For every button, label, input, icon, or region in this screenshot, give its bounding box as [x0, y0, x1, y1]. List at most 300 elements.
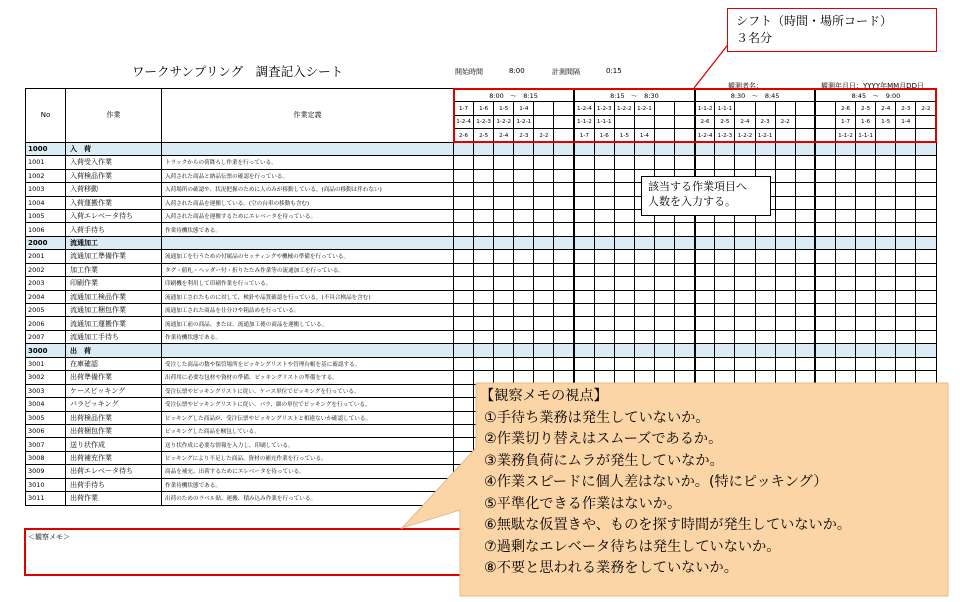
headcount-input-cell[interactable]: [614, 357, 634, 370]
headcount-input-cell[interactable]: [795, 209, 815, 222]
headcount-input-cell[interactable]: [554, 263, 574, 276]
headcount-input-cell[interactable]: [494, 304, 514, 317]
headcount-input-cell[interactable]: [795, 330, 815, 343]
headcount-input-cell[interactable]: [614, 317, 634, 330]
headcount-input-cell[interactable]: [654, 263, 674, 276]
headcount-input-cell[interactable]: [775, 290, 795, 303]
headcount-input-cell[interactable]: [815, 290, 835, 303]
headcount-input-cell[interactable]: [454, 183, 474, 196]
headcount-input-cell[interactable]: [735, 263, 755, 276]
headcount-input-cell[interactable]: [594, 290, 614, 303]
headcount-input-cell[interactable]: [896, 290, 916, 303]
headcount-input-cell[interactable]: [856, 196, 876, 209]
headcount-input-cell[interactable]: [856, 277, 876, 290]
headcount-input-cell[interactable]: [594, 277, 614, 290]
headcount-input-cell[interactable]: [594, 209, 614, 222]
headcount-input-cell[interactable]: [876, 169, 896, 182]
headcount-input-cell[interactable]: [835, 223, 855, 236]
headcount-input-cell[interactable]: [795, 290, 815, 303]
headcount-input-cell[interactable]: [775, 250, 795, 263]
headcount-input-cell[interactable]: [916, 357, 936, 370]
headcount-input-cell[interactable]: [534, 156, 554, 169]
headcount-input-cell[interactable]: [835, 317, 855, 330]
headcount-input-cell[interactable]: [735, 223, 755, 236]
headcount-input-cell[interactable]: [735, 250, 755, 263]
headcount-input-cell[interactable]: [735, 304, 755, 317]
headcount-input-cell[interactable]: [835, 357, 855, 370]
headcount-input-cell[interactable]: [474, 156, 494, 169]
headcount-input-cell[interactable]: [494, 169, 514, 182]
headcount-input-cell[interactable]: [876, 223, 896, 236]
headcount-input-cell[interactable]: [614, 277, 634, 290]
headcount-input-cell[interactable]: [474, 196, 494, 209]
headcount-input-cell[interactable]: [614, 183, 634, 196]
headcount-input-cell[interactable]: [815, 317, 835, 330]
headcount-input-cell[interactable]: [514, 357, 534, 370]
headcount-input-cell[interactable]: [534, 357, 554, 370]
headcount-input-cell[interactable]: [835, 263, 855, 276]
headcount-input-cell[interactable]: [594, 156, 614, 169]
headcount-input-cell[interactable]: [534, 209, 554, 222]
headcount-input-cell[interactable]: [835, 304, 855, 317]
headcount-input-cell[interactable]: [634, 263, 654, 276]
headcount-input-cell[interactable]: [534, 183, 554, 196]
headcount-input-cell[interactable]: [514, 183, 534, 196]
headcount-input-cell[interactable]: [574, 250, 594, 263]
headcount-input-cell[interactable]: [454, 277, 474, 290]
headcount-input-cell[interactable]: [574, 317, 594, 330]
headcount-input-cell[interactable]: [795, 223, 815, 236]
headcount-input-cell[interactable]: [775, 304, 795, 317]
headcount-input-cell[interactable]: [554, 196, 574, 209]
headcount-input-cell[interactable]: [494, 209, 514, 222]
headcount-input-cell[interactable]: [614, 209, 634, 222]
headcount-input-cell[interactable]: [654, 304, 674, 317]
headcount-input-cell[interactable]: [896, 250, 916, 263]
headcount-input-cell[interactable]: [896, 330, 916, 343]
headcount-input-cell[interactable]: [554, 209, 574, 222]
headcount-input-cell[interactable]: [876, 330, 896, 343]
headcount-input-cell[interactable]: [574, 169, 594, 182]
headcount-input-cell[interactable]: [856, 304, 876, 317]
headcount-input-cell[interactable]: [916, 304, 936, 317]
headcount-input-cell[interactable]: [755, 250, 775, 263]
headcount-input-cell[interactable]: [775, 209, 795, 222]
headcount-input-cell[interactable]: [856, 209, 876, 222]
headcount-input-cell[interactable]: [715, 317, 735, 330]
headcount-input-cell[interactable]: [474, 330, 494, 343]
headcount-input-cell[interactable]: [896, 169, 916, 182]
headcount-input-cell[interactable]: [634, 156, 654, 169]
headcount-input-cell[interactable]: [594, 317, 614, 330]
headcount-input-cell[interactable]: [494, 223, 514, 236]
headcount-input-cell[interactable]: [554, 277, 574, 290]
headcount-input-cell[interactable]: [675, 304, 695, 317]
headcount-input-cell[interactable]: [594, 183, 614, 196]
headcount-input-cell[interactable]: [815, 357, 835, 370]
headcount-input-cell[interactable]: [614, 290, 634, 303]
headcount-input-cell[interactable]: [856, 223, 876, 236]
headcount-input-cell[interactable]: [614, 263, 634, 276]
headcount-input-cell[interactable]: [916, 250, 936, 263]
headcount-input-cell[interactable]: [494, 196, 514, 209]
headcount-input-cell[interactable]: [554, 250, 574, 263]
headcount-input-cell[interactable]: [634, 277, 654, 290]
headcount-input-cell[interactable]: [795, 196, 815, 209]
headcount-input-cell[interactable]: [554, 304, 574, 317]
headcount-input-cell[interactable]: [474, 209, 494, 222]
headcount-input-cell[interactable]: [876, 263, 896, 276]
headcount-input-cell[interactable]: [815, 304, 835, 317]
headcount-input-cell[interactable]: [916, 169, 936, 182]
headcount-input-cell[interactable]: [454, 156, 474, 169]
headcount-input-cell[interactable]: [695, 290, 715, 303]
headcount-input-cell[interactable]: [574, 223, 594, 236]
headcount-input-cell[interactable]: [835, 209, 855, 222]
headcount-input-cell[interactable]: [514, 263, 534, 276]
headcount-input-cell[interactable]: [494, 357, 514, 370]
headcount-input-cell[interactable]: [795, 357, 815, 370]
headcount-input-cell[interactable]: [715, 357, 735, 370]
headcount-input-cell[interactable]: [755, 330, 775, 343]
headcount-input-cell[interactable]: [514, 250, 534, 263]
headcount-input-cell[interactable]: [795, 304, 815, 317]
headcount-input-cell[interactable]: [494, 263, 514, 276]
headcount-input-cell[interactable]: [896, 196, 916, 209]
headcount-input-cell[interactable]: [795, 250, 815, 263]
headcount-input-cell[interactable]: [735, 277, 755, 290]
headcount-input-cell[interactable]: [654, 277, 674, 290]
headcount-input-cell[interactable]: [856, 330, 876, 343]
headcount-input-cell[interactable]: [454, 263, 474, 276]
headcount-input-cell[interactable]: [896, 317, 916, 330]
headcount-input-cell[interactable]: [775, 183, 795, 196]
headcount-input-cell[interactable]: [775, 330, 795, 343]
headcount-input-cell[interactable]: [876, 183, 896, 196]
headcount-input-cell[interactable]: [574, 183, 594, 196]
headcount-input-cell[interactable]: [815, 277, 835, 290]
headcount-input-cell[interactable]: [474, 183, 494, 196]
headcount-input-cell[interactable]: [876, 357, 896, 370]
headcount-input-cell[interactable]: [474, 317, 494, 330]
headcount-input-cell[interactable]: [835, 156, 855, 169]
headcount-input-cell[interactable]: [695, 223, 715, 236]
headcount-input-cell[interactable]: [534, 277, 554, 290]
headcount-input-cell[interactable]: [594, 304, 614, 317]
headcount-input-cell[interactable]: [856, 169, 876, 182]
headcount-input-cell[interactable]: [876, 317, 896, 330]
headcount-input-cell[interactable]: [695, 357, 715, 370]
headcount-input-cell[interactable]: [554, 317, 574, 330]
headcount-input-cell[interactable]: [574, 290, 594, 303]
headcount-input-cell[interactable]: [454, 304, 474, 317]
headcount-input-cell[interactable]: [695, 317, 715, 330]
headcount-input-cell[interactable]: [675, 277, 695, 290]
headcount-input-cell[interactable]: [916, 290, 936, 303]
headcount-input-cell[interactable]: [735, 330, 755, 343]
headcount-input-cell[interactable]: [454, 357, 474, 370]
headcount-input-cell[interactable]: [835, 183, 855, 196]
headcount-input-cell[interactable]: [494, 250, 514, 263]
headcount-input-cell[interactable]: [815, 250, 835, 263]
headcount-input-cell[interactable]: [574, 263, 594, 276]
headcount-input-cell[interactable]: [634, 357, 654, 370]
headcount-input-cell[interactable]: [675, 357, 695, 370]
headcount-input-cell[interactable]: [896, 263, 916, 276]
headcount-input-cell[interactable]: [856, 156, 876, 169]
headcount-input-cell[interactable]: [755, 290, 775, 303]
headcount-input-cell[interactable]: [494, 317, 514, 330]
headcount-input-cell[interactable]: [474, 223, 494, 236]
headcount-input-cell[interactable]: [614, 304, 634, 317]
headcount-input-cell[interactable]: [835, 250, 855, 263]
headcount-input-cell[interactable]: [916, 223, 936, 236]
headcount-input-cell[interactable]: [916, 183, 936, 196]
headcount-input-cell[interactable]: [835, 196, 855, 209]
headcount-input-cell[interactable]: [876, 209, 896, 222]
headcount-input-cell[interactable]: [494, 156, 514, 169]
headcount-input-cell[interactable]: [675, 330, 695, 343]
headcount-input-cell[interactable]: [896, 357, 916, 370]
headcount-input-cell[interactable]: [675, 317, 695, 330]
headcount-input-cell[interactable]: [916, 317, 936, 330]
headcount-input-cell[interactable]: [654, 317, 674, 330]
headcount-input-cell[interactable]: [775, 357, 795, 370]
headcount-input-cell[interactable]: [695, 250, 715, 263]
headcount-input-cell[interactable]: [514, 330, 534, 343]
headcount-input-cell[interactable]: [654, 223, 674, 236]
headcount-input-cell[interactable]: [775, 263, 795, 276]
headcount-input-cell[interactable]: [916, 277, 936, 290]
headcount-input-cell[interactable]: [876, 304, 896, 317]
headcount-input-cell[interactable]: [654, 290, 674, 303]
headcount-input-cell[interactable]: [454, 223, 474, 236]
headcount-input-cell[interactable]: [876, 277, 896, 290]
headcount-input-cell[interactable]: [534, 317, 554, 330]
headcount-input-cell[interactable]: [856, 357, 876, 370]
headcount-input-cell[interactable]: [634, 223, 654, 236]
headcount-input-cell[interactable]: [856, 290, 876, 303]
headcount-input-cell[interactable]: [454, 196, 474, 209]
headcount-input-cell[interactable]: [815, 263, 835, 276]
headcount-input-cell[interactable]: [494, 330, 514, 343]
headcount-input-cell[interactable]: [755, 357, 775, 370]
headcount-input-cell[interactable]: [715, 304, 735, 317]
headcount-input-cell[interactable]: [815, 169, 835, 182]
headcount-input-cell[interactable]: [775, 156, 795, 169]
headcount-input-cell[interactable]: [454, 250, 474, 263]
headcount-input-cell[interactable]: [634, 290, 654, 303]
headcount-input-cell[interactable]: [514, 196, 534, 209]
headcount-input-cell[interactable]: [856, 250, 876, 263]
headcount-input-cell[interactable]: [795, 169, 815, 182]
headcount-input-cell[interactable]: [795, 317, 815, 330]
headcount-input-cell[interactable]: [695, 330, 715, 343]
headcount-input-cell[interactable]: [896, 304, 916, 317]
headcount-input-cell[interactable]: [916, 263, 936, 276]
headcount-input-cell[interactable]: [876, 196, 896, 209]
headcount-input-cell[interactable]: [755, 156, 775, 169]
headcount-input-cell[interactable]: [514, 209, 534, 222]
headcount-input-cell[interactable]: [735, 357, 755, 370]
headcount-input-cell[interactable]: [514, 317, 534, 330]
headcount-input-cell[interactable]: [454, 330, 474, 343]
headcount-input-cell[interactable]: [695, 304, 715, 317]
headcount-input-cell[interactable]: [614, 330, 634, 343]
headcount-input-cell[interactable]: [574, 209, 594, 222]
headcount-input-cell[interactable]: [876, 290, 896, 303]
headcount-input-cell[interactable]: [474, 250, 494, 263]
headcount-input-cell[interactable]: [835, 290, 855, 303]
headcount-input-cell[interactable]: [614, 250, 634, 263]
headcount-input-cell[interactable]: [675, 250, 695, 263]
headcount-input-cell[interactable]: [654, 250, 674, 263]
headcount-input-cell[interactable]: [574, 156, 594, 169]
headcount-input-cell[interactable]: [534, 169, 554, 182]
headcount-input-cell[interactable]: [835, 277, 855, 290]
headcount-input-cell[interactable]: [554, 357, 574, 370]
headcount-input-cell[interactable]: [835, 169, 855, 182]
headcount-input-cell[interactable]: [474, 304, 494, 317]
headcount-input-cell[interactable]: [675, 223, 695, 236]
headcount-input-cell[interactable]: [454, 209, 474, 222]
headcount-input-cell[interactable]: [695, 156, 715, 169]
headcount-input-cell[interactable]: [815, 223, 835, 236]
headcount-input-cell[interactable]: [735, 290, 755, 303]
headcount-input-cell[interactable]: [715, 290, 735, 303]
headcount-input-cell[interactable]: [896, 277, 916, 290]
headcount-input-cell[interactable]: [514, 290, 534, 303]
headcount-input-cell[interactable]: [574, 277, 594, 290]
headcount-input-cell[interactable]: [795, 183, 815, 196]
headcount-input-cell[interactable]: [474, 263, 494, 276]
headcount-input-cell[interactable]: [634, 304, 654, 317]
headcount-input-cell[interactable]: [675, 156, 695, 169]
headcount-input-cell[interactable]: [574, 330, 594, 343]
headcount-input-cell[interactable]: [876, 250, 896, 263]
headcount-input-cell[interactable]: [675, 263, 695, 276]
headcount-input-cell[interactable]: [594, 357, 614, 370]
headcount-input-cell[interactable]: [474, 277, 494, 290]
headcount-input-cell[interactable]: [534, 290, 554, 303]
headcount-input-cell[interactable]: [735, 156, 755, 169]
headcount-input-cell[interactable]: [594, 196, 614, 209]
headcount-input-cell[interactable]: [554, 169, 574, 182]
headcount-input-cell[interactable]: [755, 317, 775, 330]
headcount-input-cell[interactable]: [574, 357, 594, 370]
headcount-input-cell[interactable]: [896, 156, 916, 169]
headcount-input-cell[interactable]: [715, 263, 735, 276]
headcount-input-cell[interactable]: [614, 196, 634, 209]
headcount-input-cell[interactable]: [534, 330, 554, 343]
headcount-input-cell[interactable]: [856, 317, 876, 330]
headcount-input-cell[interactable]: [755, 263, 775, 276]
headcount-input-cell[interactable]: [715, 250, 735, 263]
headcount-input-cell[interactable]: [654, 330, 674, 343]
headcount-input-cell[interactable]: [695, 263, 715, 276]
headcount-input-cell[interactable]: [574, 196, 594, 209]
headcount-input-cell[interactable]: [494, 277, 514, 290]
headcount-input-cell[interactable]: [554, 290, 574, 303]
headcount-input-cell[interactable]: [896, 183, 916, 196]
headcount-input-cell[interactable]: [454, 317, 474, 330]
headcount-input-cell[interactable]: [494, 290, 514, 303]
headcount-input-cell[interactable]: [815, 183, 835, 196]
headcount-input-cell[interactable]: [514, 277, 534, 290]
headcount-input-cell[interactable]: [514, 156, 534, 169]
headcount-input-cell[interactable]: [594, 330, 614, 343]
headcount-input-cell[interactable]: [634, 330, 654, 343]
headcount-input-cell[interactable]: [715, 277, 735, 290]
headcount-input-cell[interactable]: [775, 223, 795, 236]
headcount-input-cell[interactable]: [554, 183, 574, 196]
headcount-input-cell[interactable]: [634, 317, 654, 330]
headcount-input-cell[interactable]: [755, 223, 775, 236]
headcount-input-cell[interactable]: [534, 263, 554, 276]
headcount-input-cell[interactable]: [554, 330, 574, 343]
headcount-input-cell[interactable]: [896, 223, 916, 236]
headcount-input-cell[interactable]: [594, 250, 614, 263]
headcount-input-cell[interactable]: [755, 304, 775, 317]
headcount-input-cell[interactable]: [916, 156, 936, 169]
headcount-input-cell[interactable]: [775, 196, 795, 209]
headcount-input-cell[interactable]: [735, 317, 755, 330]
headcount-input-cell[interactable]: [594, 169, 614, 182]
headcount-input-cell[interactable]: [474, 357, 494, 370]
headcount-input-cell[interactable]: [534, 223, 554, 236]
headcount-input-cell[interactable]: [514, 223, 534, 236]
headcount-input-cell[interactable]: [916, 330, 936, 343]
headcount-input-cell[interactable]: [795, 263, 815, 276]
headcount-input-cell[interactable]: [554, 156, 574, 169]
headcount-input-cell[interactable]: [876, 156, 896, 169]
headcount-input-cell[interactable]: [614, 223, 634, 236]
headcount-input-cell[interactable]: [815, 196, 835, 209]
headcount-input-cell[interactable]: [614, 169, 634, 182]
headcount-input-cell[interactable]: [715, 156, 735, 169]
headcount-input-cell[interactable]: [715, 223, 735, 236]
headcount-input-cell[interactable]: [775, 169, 795, 182]
headcount-input-cell[interactable]: [574, 304, 594, 317]
headcount-input-cell[interactable]: [534, 304, 554, 317]
headcount-input-cell[interactable]: [594, 263, 614, 276]
headcount-input-cell[interactable]: [654, 357, 674, 370]
headcount-input-cell[interactable]: [614, 156, 634, 169]
headcount-input-cell[interactable]: [795, 277, 815, 290]
headcount-input-cell[interactable]: [715, 330, 735, 343]
headcount-input-cell[interactable]: [675, 290, 695, 303]
headcount-input-cell[interactable]: [534, 196, 554, 209]
headcount-input-cell[interactable]: [514, 169, 534, 182]
headcount-input-cell[interactable]: [454, 290, 474, 303]
headcount-input-cell[interactable]: [775, 277, 795, 290]
headcount-input-cell[interactable]: [856, 263, 876, 276]
headcount-input-cell[interactable]: [916, 196, 936, 209]
headcount-input-cell[interactable]: [755, 277, 775, 290]
headcount-input-cell[interactable]: [474, 290, 494, 303]
headcount-input-cell[interactable]: [594, 223, 614, 236]
headcount-input-cell[interactable]: [815, 209, 835, 222]
headcount-input-cell[interactable]: [695, 277, 715, 290]
headcount-input-cell[interactable]: [634, 250, 654, 263]
headcount-input-cell[interactable]: [815, 330, 835, 343]
headcount-input-cell[interactable]: [514, 304, 534, 317]
headcount-input-cell[interactable]: [494, 183, 514, 196]
headcount-input-cell[interactable]: [795, 156, 815, 169]
headcount-input-cell[interactable]: [835, 330, 855, 343]
headcount-input-cell[interactable]: [534, 250, 554, 263]
headcount-input-cell[interactable]: [896, 209, 916, 222]
